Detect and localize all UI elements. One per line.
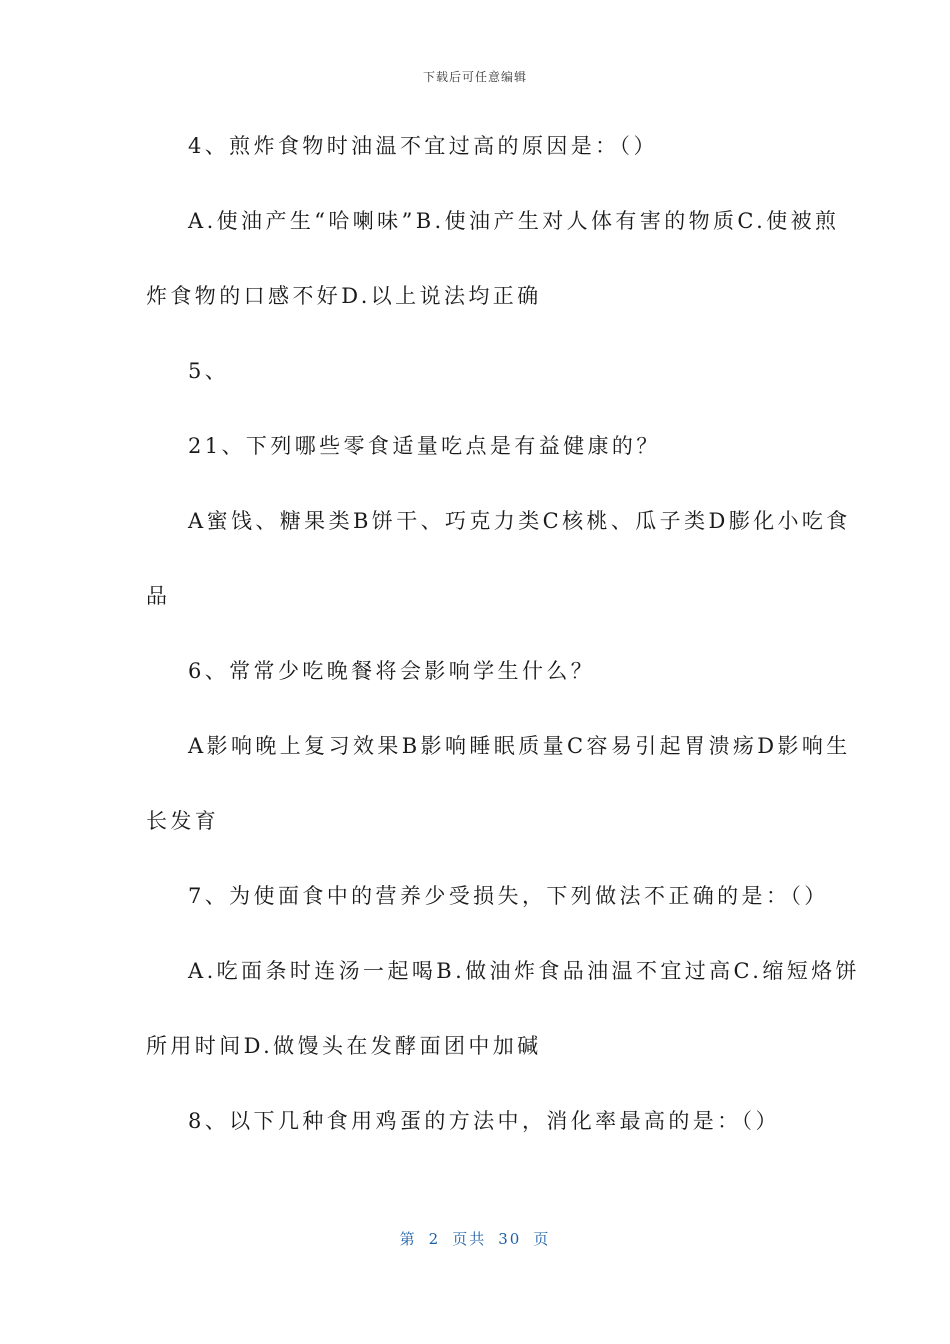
question-6-options: A影响晚上复习效果B影响睡眠质量C容易引起胃溃疡D影响生 <box>188 734 851 758</box>
footer-current-page: 2 <box>428 1230 441 1248</box>
footer-middle: 页共 <box>452 1230 487 1248</box>
page-header: 下载后可任意编辑 <box>422 70 527 84</box>
question-8: 8、以下几种食用鸡蛋的方法中，消化率最高的是：（） <box>188 1109 780 1133</box>
question-7-options: A.吃面条时连汤一起喝B.做油炸食品油温不宜过高C.缩短烙饼 <box>188 959 860 983</box>
footer-suffix: 页 <box>533 1230 551 1248</box>
question-21-options: A蜜饯、糖果类B饼干、巧克力类C核桃、瓜子类D膨化小吃食 <box>188 509 851 533</box>
question-6-options-cont: 长发育 <box>146 809 220 833</box>
question-6: 6、常常少吃晚餐将会影响学生什么？ <box>188 659 596 683</box>
question-7-options-cont: 所用时间D.做馒头在发酵面团中加碱 <box>146 1034 542 1058</box>
question-4-options: A.使油产生“哈喇味”B.使油产生对人体有害的物质C.使被煎 <box>188 209 840 233</box>
question-21: 21、下列哪些零食适量吃点是有益健康的？ <box>188 434 661 458</box>
question-21-options-cont: 品 <box>146 584 171 608</box>
page-footer <box>0 1228 950 1249</box>
question-4: 4、煎炸食物时油温不宜过高的原因是：（） <box>188 134 658 158</box>
question-7: 7、为使面食中的营养少受损失，下列做法不正确的是：（） <box>188 884 829 908</box>
footer-prefix: 第 <box>399 1230 417 1248</box>
footer-total-pages: 30 <box>498 1230 522 1248</box>
question-5: 5、 <box>188 359 230 383</box>
question-4-options-cont: 炸食物的口感不好D.以上说法均正确 <box>146 284 542 308</box>
